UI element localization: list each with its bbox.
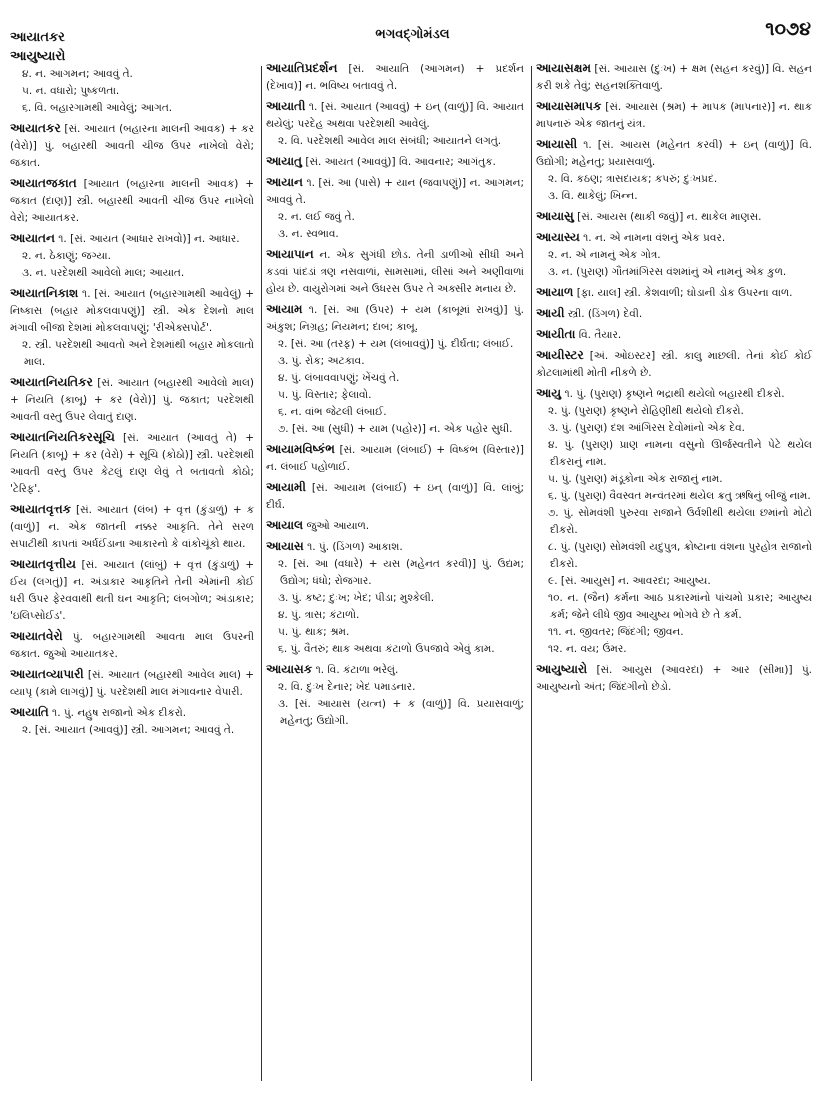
sense-line: ૯. [સં. આયુસ] ન. આવરદા; આયુષ્ય. bbox=[548, 575, 711, 587]
definition-text: [સં. આયાતિ (આગમન) + પ્રદર્શન (દેખાવ)] ન. ભવિષ્ય બતાવવું તે. bbox=[266, 63, 524, 92]
dictionary-entry bbox=[536, 305, 812, 323]
sense-line: ૩. પું. (પુરાણ) દશ આંગિરસ દેવોમાંનો એક દેવ. bbox=[548, 422, 746, 434]
sense-line: ૨. વિ. દુઃખ દેનાર; ખેદ પમાડનાર. bbox=[278, 681, 416, 693]
definition-text: [સં. આયુસ (આવરદા) + આર (સીમા)] પું. આયુષ્યનો અંત; જિંદગીનો છેડો. bbox=[536, 664, 812, 693]
sense-line: ૨. ન. એ નામનું એક ગોત્ર. bbox=[548, 249, 661, 261]
dictionary-entry bbox=[10, 704, 254, 739]
headword: આયીતા bbox=[536, 327, 576, 341]
sense-line: ૭. પું. સોમવંશી પુરુરવા રાજાને ઉર્વશીથી થયેલા છમાંનો મોટો દીકરો. bbox=[548, 507, 812, 536]
headword: આયાલ bbox=[266, 518, 304, 532]
definition-text: [ફા. યાલ] સ્ત્રી. કેશવાળી; ઘોડાની ડોક ઉપરના વાળ. bbox=[576, 287, 793, 299]
column-divider bbox=[531, 66, 532, 1081]
dictionary-entry bbox=[10, 556, 254, 625]
definition-text: [સં. આયામ (લંબાઈ) + વિષ્કંભ (વિસ્તાર)] ન. લંબાઈ પહોળાઈ. bbox=[266, 444, 524, 473]
sense-line: ૨. વિ. કઠણ; ત્રાસદાયક; કપરું; દુઃખપ્રદ. bbox=[548, 173, 718, 185]
guide-word-last: આયુષ્યારો bbox=[10, 49, 66, 64]
headword: આયાતવૃત્તક bbox=[10, 502, 72, 516]
headword: આયાળ bbox=[536, 285, 574, 299]
sense-line: ૪. પું. ત્રાસ; કંટાળો. bbox=[278, 609, 360, 621]
dictionary-entry bbox=[266, 60, 524, 95]
headword: આયાપાન bbox=[266, 247, 314, 261]
sense-line: ૪. પું. (પુરાણ) પ્રાણ નામના વસુનો ઊર્જસ્વતીને પેટે થયેલ દીકરાનું નામ. bbox=[548, 439, 812, 468]
sense-line: ૩. ન. પરદેશથી આવેલો માલ; આયાત. bbox=[22, 267, 185, 279]
definition-text: ૧. પું. (ડિંગળ) આકાશ. bbox=[307, 541, 403, 553]
dictionary-entry bbox=[266, 301, 524, 438]
definition-text: [સં. આયત (આવવું)] વિ. આવનાર; આગંતુક. bbox=[305, 156, 496, 168]
sense-line: ૨. ન. લઈ જવું તે. bbox=[278, 211, 355, 223]
headword: આયાતિ bbox=[10, 705, 49, 719]
sense-line: ૨. વિ. પરદેશથી આવેલ માલ સંબંધી; આયાતને લગતું. bbox=[278, 135, 502, 147]
page-number: ૧૦૭૪ bbox=[765, 18, 811, 40]
definition-text: ૧. [સં. આયસ (મહેનત કરવી) + ઇન્ (વાળું)] વિ. ઉદ્યોગી; મહેનતુ; પ્રયાસવાળું. bbox=[536, 139, 812, 168]
headword: આયાતન bbox=[10, 231, 55, 245]
dictionary-entry bbox=[10, 374, 254, 426]
sense-line: ૨. [સં. આ (તરફ) + યમ (લંબાવવું)] પું. દીર્ઘતા; લંબાઈ. bbox=[278, 338, 514, 350]
dictionary-entry bbox=[266, 661, 524, 730]
sense-line: ૨. ન. ઠેકાણું; જગ્યા. bbox=[22, 250, 111, 262]
definition-text: ન. એક સુગંધી છોડ. તેની ડાળીઓ સીધી અને કડવાં પાંદડાં ત્રણ નસવાળાં, સામસામાં, લીસાં અને અણીવાળાં હોય છે. વાયુરોગમાં અને ઉધરસ ઉપર તે અક્સીર મનાય છે. bbox=[266, 249, 524, 295]
headword: આયાતનિયતિકર bbox=[10, 375, 93, 389]
dictionary-entry bbox=[536, 661, 812, 696]
dictionary-entry bbox=[10, 66, 254, 117]
sense-line: ૩. [સં. આયાસ (યત્ન) + ક (વાળું)] વિ. પ્રયાસવાળું; મહેનતુ; ઉદ્યોગી. bbox=[278, 698, 524, 727]
definition-text: [આયાત (બહારના માલની આવક) + જકાત (દાણ)] સ્ત્રી. બહારથી આવતી ચીજ ઉપર નાખેલો વેરો; આયાતકર. bbox=[10, 178, 254, 224]
headword: આયાતવ્યાપારી bbox=[10, 667, 84, 681]
headword: આયાસક bbox=[266, 662, 313, 676]
definition-text: [સં. આયાત (લાંબું) + વૃત્ત (કુંડાળું) + ઈય (લગતું)] ન. અંડાકાર આકૃતિને તેની એમાંની કોઈ ધરી ઉપર ફેરવવાથી થતી ઘન આકૃતિ; લંબગોળ; અંડાકાર; 'ઇલિપ્સોઈડ'. bbox=[10, 559, 254, 622]
sense-line: ૫. પું. થાક; શ્રમ. bbox=[278, 626, 350, 638]
headword: આયાસ bbox=[266, 539, 304, 553]
dictionary-entry bbox=[10, 429, 254, 498]
dictionary-entry bbox=[536, 326, 812, 344]
sense-line: ૩. વિ. થાકેલું; ખિન્ન. bbox=[548, 190, 638, 202]
dictionary-entry bbox=[266, 174, 524, 243]
column-2 bbox=[266, 60, 530, 1085]
definition-text: [સં. આયામ (લંબાઈ) + ઇન્ (વાળું)] વિ. લાંબું; દીર્ઘ. bbox=[266, 482, 524, 511]
sense-line: ૫. પું. વિસ્તાર; ફેલાવો. bbox=[278, 389, 372, 401]
headword: આયાતી bbox=[266, 99, 306, 113]
sense-line: ૨. [સં. આ (વધારે) + યસ (મહેનત કરવી)] પું. ઉદ્યમ; ઉદ્યોગ; ધંધો; રોજગાર. bbox=[278, 558, 524, 587]
sense-line: ૪. પું. લંબાવવાપણું; ખેંચવું તે. bbox=[278, 372, 400, 384]
sense-line: ૬. પું. વૈતરું; થાક અથવા કંટાળો ઉપજાવે એવું કામ. bbox=[278, 643, 495, 655]
column-3 bbox=[536, 60, 818, 1085]
definition-text: ૧. [સં. આયાત (બહારગામથી આવેલું) + નિષ્કાસ (બહાર મોકલવાપણું)] સ્ત્રી. એક દેશનો માલ મંગાવી બીજા દેશમાં મોકલવાપણું; 'રીએક્સપોર્ટ'. bbox=[10, 288, 255, 334]
definition-text: [સં. આયાત (બહારના માલની આવક) + કર (વેરો)] પું. બહારથી આવતી ચીજ ઉપર નાખેલો વેરો; જકાત. bbox=[10, 123, 255, 169]
dictionary-entry bbox=[536, 284, 812, 302]
dictionary-entry bbox=[536, 136, 812, 205]
sense-line: ૩. ન. (પુરાણ) ગૌતમાંગિરસ વંશમાંનું એ નામનું એક કુળ. bbox=[548, 266, 787, 278]
headword: આયુ bbox=[536, 386, 562, 400]
definition-text: [સં. આયાત (આવતું તે) + નિયતિ (કાબૂ) + કર (વેરો) + સૂચિ (કોઠો)] સ્ત્રી. પરદેશથી આવતી વસ્તુ ઉપર કેટલું દાણ લેવું તે બતાવતો કોઠો; 'ટેરિફ'. bbox=[10, 432, 254, 495]
definition-text: જુઓ આયાળ. bbox=[306, 520, 370, 532]
dictionary-entry bbox=[536, 98, 812, 133]
dictionary-entry bbox=[10, 230, 254, 282]
dictionary-entry bbox=[10, 628, 254, 663]
sense-line: ૭. [સં. આ (સુધી) + યામ (પહોર)] ન. એક પહોર સુધી. bbox=[278, 423, 513, 435]
sense-line: ૩. પું. રોક; અટકાવ. bbox=[278, 355, 365, 367]
sense-line: ૧૧. ન. જીવતર; જિંદગી; જીવન. bbox=[548, 626, 684, 638]
dictionary-entry bbox=[266, 479, 524, 514]
headword: આયામી bbox=[266, 480, 306, 494]
headword: આયામ bbox=[266, 302, 303, 316]
sense-line: ૧૨. ન. વય; ઉંમર. bbox=[548, 643, 627, 655]
headword: આયાતવૃત્તીય bbox=[10, 557, 76, 571]
dictionary-entry bbox=[10, 285, 254, 371]
dictionary-entry bbox=[536, 229, 812, 281]
headword: આયાન bbox=[266, 175, 303, 189]
dictionary-entry bbox=[10, 175, 254, 227]
definition-text: [સં. આયસ (થાકી જવું)] ન. થાકેલ માણસ. bbox=[577, 211, 762, 223]
headword: આયાતનિયતિકરસૂચિ bbox=[10, 430, 115, 444]
definition-text: ૧. [સં. આ (પાસે) + યાન (જવાપણું)] ન. આગમન; આવવું તે. bbox=[266, 177, 525, 206]
definition-text: ૧. વિ. કંટાળા ભરેલું. bbox=[315, 664, 399, 676]
sense-line: ૬. ન. વાંભ જેટલી લંબાઈ. bbox=[278, 406, 387, 418]
sense-line: ૮. પું. (પુરાણ) સોમવંશી યદુપુત્ર, ક્રોષ્ટાના વંશના પુરહોત્ર રાજાનો દીકરો. bbox=[548, 541, 812, 570]
headword: આયીસ્ટર bbox=[536, 348, 584, 362]
column-divider bbox=[261, 66, 262, 1081]
dictionary-entry bbox=[266, 517, 524, 535]
definition-text: ૧. ન. એ નામના વંશનું એક પ્રવર. bbox=[583, 232, 726, 244]
headword: આયામવિષ્કંભ bbox=[266, 442, 335, 456]
dictionary-entry bbox=[536, 208, 812, 226]
definition-text: [સં. આયાત (બહારથી આવેલ માલ) + વ્યાપૃ (કામે લાગવું)] પું. પરદેશથી માલ મંગાવનાર વેપારી. bbox=[10, 669, 254, 698]
dictionary-entry bbox=[266, 98, 524, 150]
sense-line: ૫. પું. (પુરાણ) મંડૂકોના એક રાજાનું નામ. bbox=[548, 473, 723, 485]
definition-text: ૧. પું. (પુરાણ) કૃષ્ણને ભદ્રાથી થયેલો બહારથી દીકરો. bbox=[564, 388, 785, 400]
definition-text: [અં. ઓઇસ્ટર] સ્ત્રી. કાલુ માછલી. તેનાં કોઈ કોઈ કોટલામાંથી મોતી નીકળે છે. bbox=[536, 350, 812, 379]
headword: આયાતુ bbox=[266, 154, 302, 168]
sense-line: ૩. પું. કષ્ટ; દુઃખ; ખેદ; પીડા; મુશ્કેલી. bbox=[278, 592, 435, 604]
headword: આયાતિપ્રદર્શન bbox=[266, 61, 338, 75]
dictionary-entry bbox=[266, 246, 524, 298]
definition-text: પું. બહારગામથી આવતા માલ ઉપરની જકાત. જુઓ આયાતકર. bbox=[10, 631, 254, 660]
headword: આયાસુ bbox=[536, 209, 574, 223]
sense-line: ૬. વિ. બહારગામથી આવેલું; આગત. bbox=[22, 102, 173, 114]
headword: આયાતનિકાશ bbox=[10, 286, 79, 300]
dictionary-entry bbox=[266, 153, 524, 171]
headword: આયાસ્ય bbox=[536, 230, 580, 244]
headword: આયાતકર bbox=[10, 121, 61, 135]
dictionary-entry bbox=[266, 538, 524, 658]
sense-line: ૨. સ્ત્રી. પરદેશથી આવતો અને દેશમાંથી બહાર મોકલાતો માલ. bbox=[22, 339, 254, 368]
dictionary-entry bbox=[10, 120, 254, 172]
sense-line: ૪. ન. આગમન; આવવું તે. bbox=[22, 68, 133, 80]
definition-text: ૧. પું. નહુષ રાજાનો એક દીકરો. bbox=[52, 707, 187, 719]
sense-line: ૨. પું. (પુરાણ) કૃષ્ણને રોહિણીથી થયેલો દીકરો. bbox=[548, 405, 744, 417]
sense-line: ૨. [સં. આયાત (આવવું)] સ્ત્રી. આગમન; આવવું તે. bbox=[22, 724, 235, 736]
headword: આયાસી bbox=[536, 137, 578, 151]
definition-text: સ્ત્રી. (ડિંગળ) દેવી. bbox=[567, 308, 643, 320]
definition-text: ૧. [સં. આયાત (આવવું) + ઇન્ (વાળું)] વિ. આયાત થયેલું; પરદેહ અથવા પરદેશથી આવેલું. bbox=[266, 101, 524, 130]
definition-text: [સં. આયાત (બહારથી આવેલો માલ) + નિયતિ (કાબૂ) + કર (વેરો)] પું. જકાત; પરદેશથી આવતી વસ્તુ ઉપર લેવાતું દાણ. bbox=[10, 377, 255, 423]
column-1 bbox=[10, 66, 260, 1091]
headword: આયી bbox=[536, 306, 565, 320]
guide-word-first: આયાતકર bbox=[10, 30, 65, 45]
running-title: ભગવદ્ગોમંડલ bbox=[375, 27, 450, 42]
dictionary-entry bbox=[536, 385, 812, 658]
sense-line: ૬. પું. (પુરાણ) વૈવસ્વત મન્વંતરમાં થયેલ ક્રતુ ઋષિનું બીજું નામ. bbox=[548, 490, 811, 502]
sense-line: ૫. ન. વધારો; પુષ્કળતા. bbox=[22, 85, 120, 97]
headword: આયાતવેરો bbox=[10, 629, 63, 643]
definition-text: ૧. [સં. આયત (આધાર રાખવો)] ન. આધાર. bbox=[58, 233, 240, 245]
definition-text: [સં. આયાત (લંબ) + વૃત્ત (કુંડાળું) + ક (વાળું)] ન. એક જાતની નક્કર આકૃતિ. તેને સરળ સપાટીથી કાપતાં અર્ધઈંડાના આકારનો કે વાંકોચૂંકો થાય. bbox=[10, 504, 254, 550]
headword: આયાસક્ષમ bbox=[536, 61, 591, 75]
headword: આયાસમાપક bbox=[536, 99, 602, 113]
definition-text: [સં. આયાસ (શ્રમ) + માપક (માપનાર)] ન. થાક માપનારું એક જાતનું યંત્ર. bbox=[536, 101, 813, 130]
dictionary-entry bbox=[536, 60, 812, 95]
dictionary-entry bbox=[10, 666, 254, 701]
headword: આયુષ્યારો bbox=[536, 662, 588, 676]
sense-line: ૧૦. ન. (જૈન) કર્મના આઠ પ્રકારમાંનો પાંચમો પ્રકાર; આયુષ્ય કર્મ; જેને લીધે જીવ આયુષ્ય ભોગવે છે તે કર્મ. bbox=[548, 592, 812, 621]
dictionary-entry bbox=[10, 501, 254, 553]
dictionary-entry bbox=[266, 441, 524, 476]
definition-text: ૧. [સં. આ (ઉપર) + યમ (કાબૂમાં રાખવું)] પું. અંકુશ; નિગ્રહ; નિયમન; દાબ; કાબૂ. bbox=[266, 304, 524, 333]
headword: આયાતજકાત bbox=[10, 176, 77, 190]
definition-text: [સં. આયાસ (દુઃખ) + ક્ષમ (સહન કરવું)] વિ. સહન કરી શકે તેવું; સહનશક્તિવાળું. bbox=[536, 63, 812, 92]
sense-line: ૩. ન. સ્વભાવ. bbox=[278, 228, 339, 240]
definition-text: વિ. તૈયાર. bbox=[578, 329, 622, 341]
dictionary-entry bbox=[536, 347, 812, 382]
